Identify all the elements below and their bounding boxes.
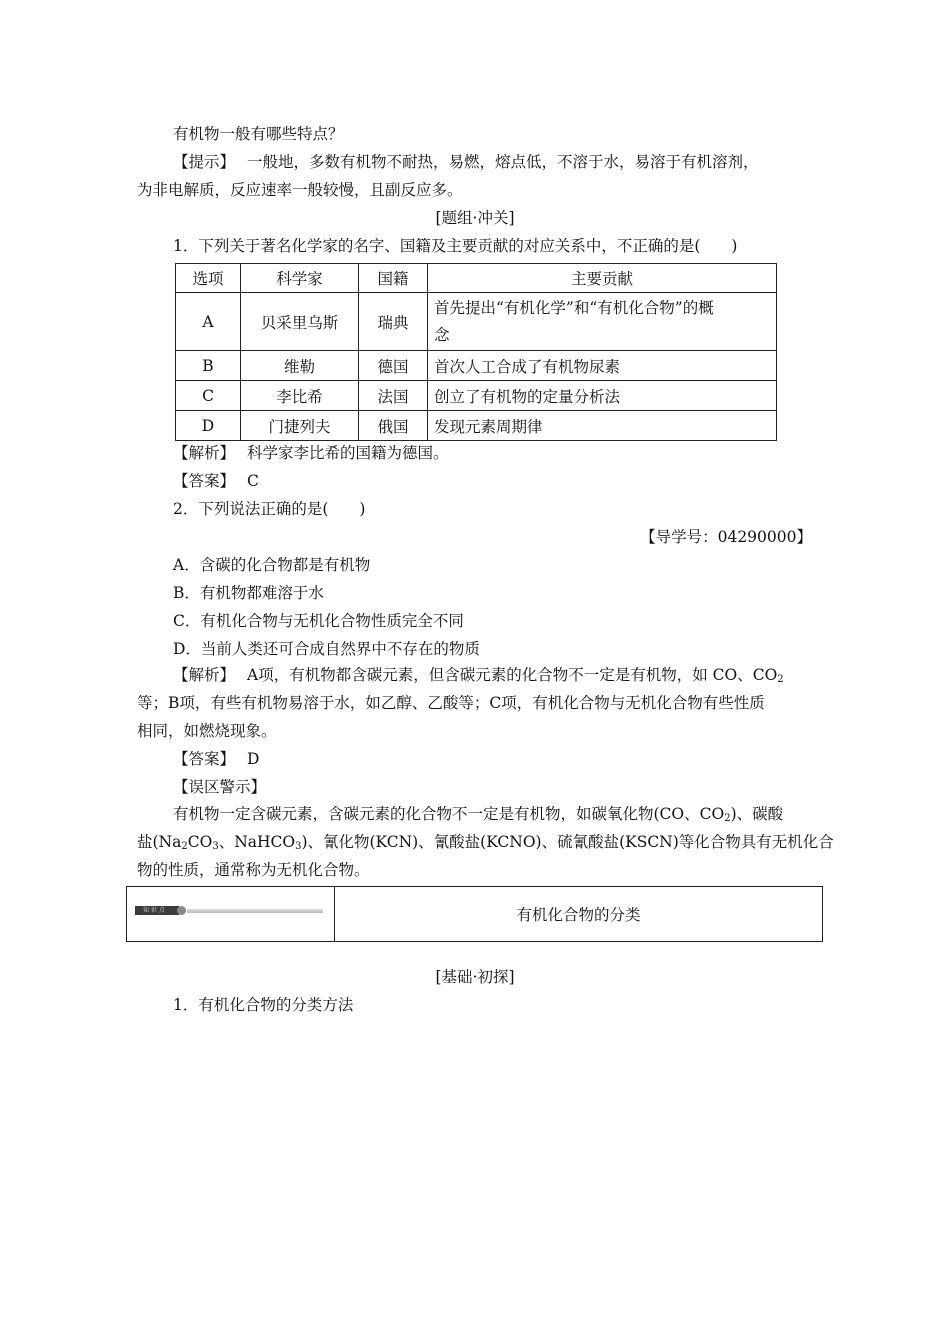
row-option: A: [176, 293, 241, 351]
warning-sub: 2: [181, 841, 188, 852]
header-option: 选项: [176, 264, 241, 293]
q1-stem: 1．下列关于著名化学家的名字、国籍及主要贡献的对应关系中，不正确的是( ): [173, 237, 738, 255]
warning-label: 【误区警示】: [173, 778, 267, 796]
row-scientist: 维勒: [241, 351, 359, 381]
q1-analysis: [173, 443, 449, 463]
q2-analysis-label: 【解析】: [173, 666, 236, 684]
row-contribution-line-1: 首先提出“有机化学”和“有机化合物”的概: [434, 298, 714, 317]
q2-option-d: D．当前人类还可合成自然界中不存在的物质: [173, 640, 480, 658]
hint-line-1: [173, 152, 759, 172]
header-scientist: 科学家: [241, 264, 359, 293]
q1-answer-value: C: [247, 472, 259, 490]
q1-answer-label: 【答案】: [173, 472, 236, 490]
row-contribution: 首次人工合成了有机物尿素: [428, 351, 777, 381]
row-scientist: 李比希: [241, 381, 359, 411]
basic-heading: [基础·初探]: [435, 968, 515, 986]
table-header-row: [176, 264, 777, 293]
section-badge-cell: [127, 887, 335, 941]
warning-text: )、碳酸: [730, 805, 784, 823]
warning-line-2: [137, 832, 834, 852]
q2-option-a: A．含碳的化合物都是有机物: [173, 556, 371, 574]
row-country: 俄国: [359, 411, 428, 441]
warning-text: CO: [187, 833, 213, 851]
row-country: 瑞典: [359, 293, 428, 351]
section-badge-icon: [135, 906, 311, 915]
row-contribution: [428, 293, 777, 351]
row-scientist: 门捷列夫: [241, 411, 359, 441]
q2-analysis-line-3: 相同，如燃烧现象。: [137, 722, 277, 740]
table-row: [176, 293, 777, 351]
warning-text: 有机物一定含碳元素，含碳元素的化合物不一定是有机物，如碳氧化物(CO、CO: [173, 805, 725, 823]
row-option: C: [176, 381, 241, 411]
header-contribution: 主要贡献: [428, 264, 777, 293]
warning-line-1: [173, 804, 783, 824]
warning-text: 盐(Na: [137, 833, 182, 851]
warning-text: )、氰化物(KCN)、氰酸盐(KCNO)、硫氰酸盐(KSCN)等化合物具有无机化合: [301, 833, 834, 851]
section-badge-text: 知 识 点: [143, 907, 165, 914]
guide-number: 【导学号：04290000】: [640, 528, 812, 546]
q1-table: [175, 263, 777, 441]
section-header-box: [126, 886, 823, 942]
q1-answer: [173, 471, 259, 491]
row-option: D: [176, 411, 241, 441]
row-country: 法国: [359, 381, 428, 411]
row-contribution: 发现元素周期律: [428, 411, 777, 441]
q2-analysis-line-2: 等；B项，有些有机物易溶于水，如乙醇、乙酸等；C项，有机化合物与无机化合物有些性质: [137, 694, 765, 712]
warning-sub: 2: [724, 813, 731, 824]
q2-analysis-text-1: A项，有机物都含碳元素，但含碳元素的化合物不一定是有机物，如 CO、CO: [247, 666, 778, 684]
q2-answer-value: D: [247, 750, 260, 768]
hint-line-2: 为非电解质，反应速率一般较慢，且副反应多。: [137, 181, 463, 199]
table-row: [176, 381, 777, 411]
row-option: B: [176, 351, 241, 381]
q2-stem: 2．下列说法正确的是( ): [173, 500, 366, 518]
hint-text-1: 一般地，多数有机物不耐热，易燃，熔点低，不溶于水，易溶于有机溶剂，: [247, 153, 759, 171]
row-country: 德国: [359, 351, 428, 381]
q2-analysis-sub: 2: [777, 674, 784, 685]
q2-answer-label: 【答案】: [173, 750, 236, 768]
q2-answer: [173, 749, 259, 769]
row-scientist: 贝采里乌斯: [241, 293, 359, 351]
warning-sub: 3: [212, 841, 219, 852]
q1-analysis-text: 科学家李比希的国籍为德国。: [247, 444, 449, 462]
section-title: 有机化合物的分类: [516, 906, 641, 924]
item-1: 1．有机化合物的分类方法: [173, 996, 354, 1014]
q2-option-c: C．有机化合物与无机化合物性质完全不同: [173, 612, 464, 630]
hint-label: 【提示】: [173, 153, 236, 171]
warning-line-3: 物的性质，通常称为无机化合物。: [137, 861, 370, 879]
warning-text: 、NaHCO: [218, 833, 296, 851]
row-contribution: 创立了有机物的定量分析法: [428, 381, 777, 411]
q1-analysis-label: 【解析】: [173, 444, 236, 462]
table-row: [176, 411, 777, 441]
q2-analysis-line-1: [173, 665, 784, 685]
intro-question: 有机物一般有哪些特点？: [173, 125, 344, 143]
warning-sub: 3: [295, 841, 302, 852]
header-country: 国籍: [359, 264, 428, 293]
row-contribution-line-2: 念: [434, 325, 450, 344]
table-row: [176, 351, 777, 381]
group-heading: [题组·冲关]: [435, 209, 515, 227]
q2-option-b: B．有机物都难溶于水: [173, 584, 324, 602]
